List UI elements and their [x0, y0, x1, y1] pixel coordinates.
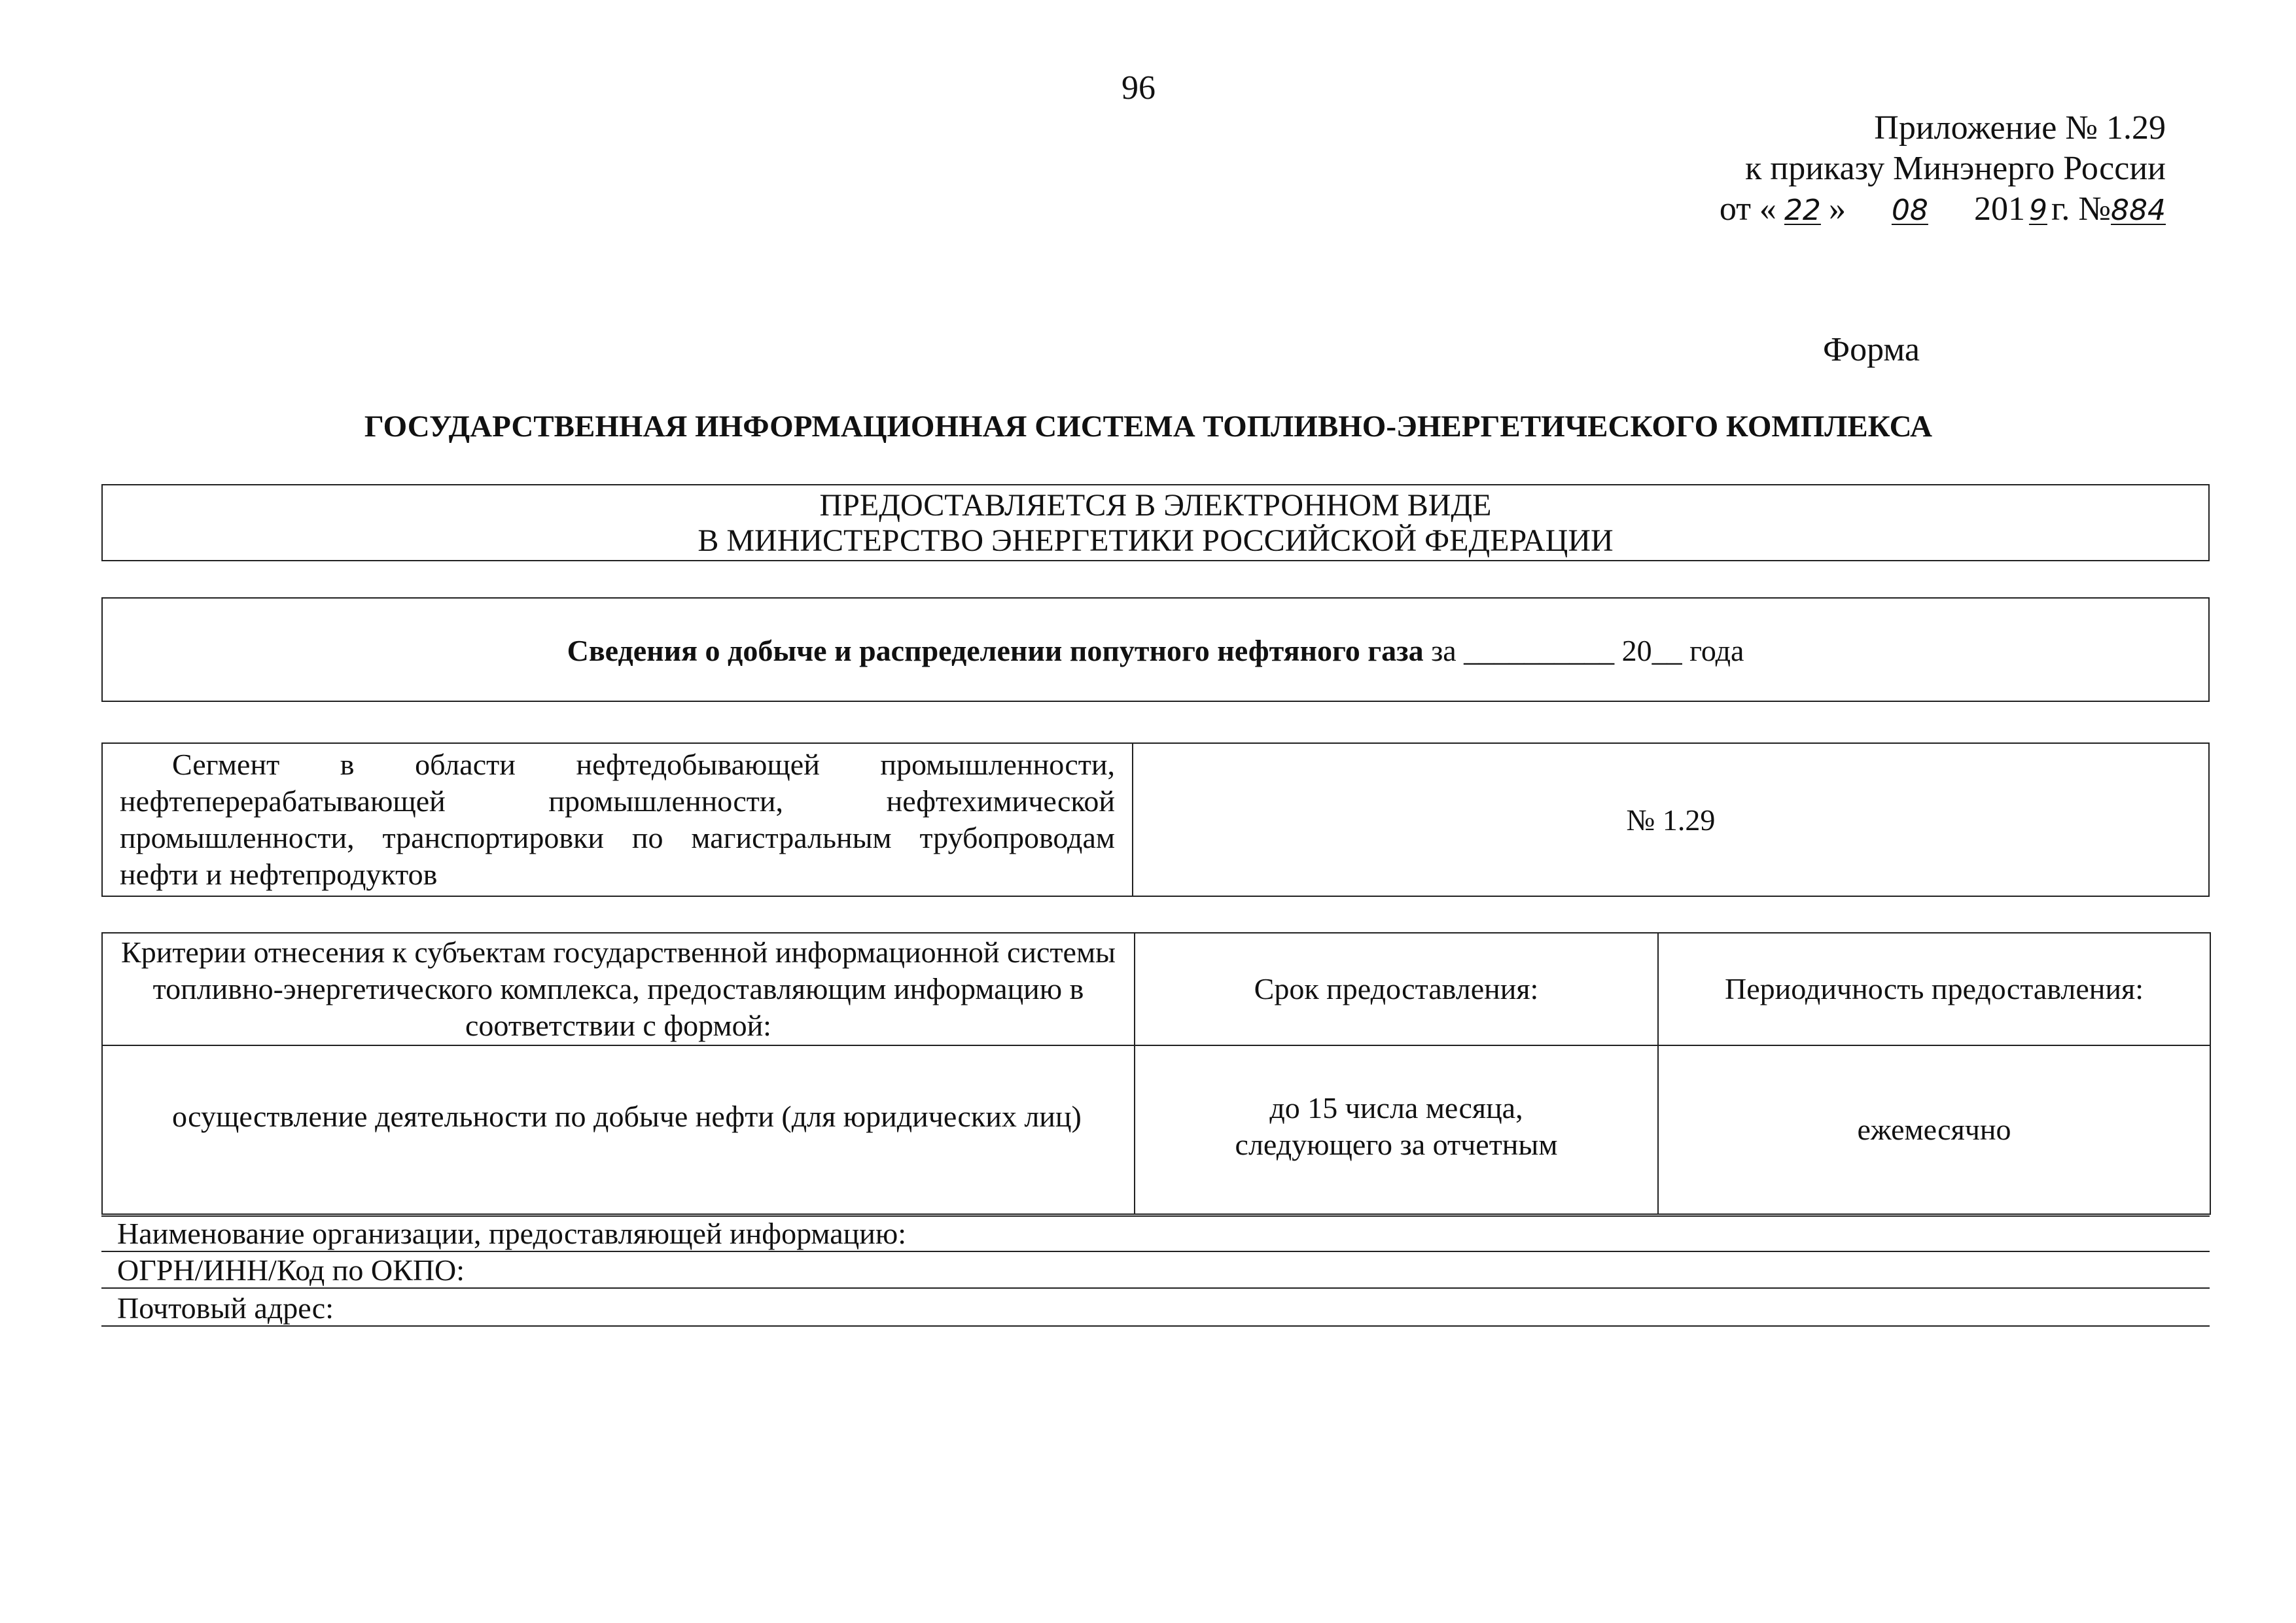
- report-title-box: [101, 597, 2210, 702]
- appendix-order: к приказу Минэнерго России: [1745, 150, 2166, 187]
- appendix-reference: [1439, 108, 2166, 231]
- date-month-handwritten: 08: [1891, 194, 1928, 227]
- order-number-handwritten: 884: [2111, 194, 2166, 227]
- page-number: 96: [1122, 69, 1156, 107]
- form-label: Форма: [1823, 331, 1920, 368]
- header-deadline: Срок предоставления:: [1135, 933, 1658, 1045]
- deadline-value: [1135, 1045, 1658, 1214]
- number-prefix: г. №: [2051, 190, 2111, 228]
- header-frequency: Периодичность предоставления:: [1658, 933, 2210, 1045]
- date-separator: »: [1828, 190, 1846, 228]
- frequency-value: ежемесячно: [1658, 1045, 2210, 1214]
- year-digit-handwritten: 9: [2028, 194, 2047, 227]
- org-name-field[interactable]: [101, 1215, 2210, 1252]
- appendix-date-line: [1439, 189, 2166, 231]
- criteria-value: осуществление деятельности по добыче нефти (для юридических лиц): [102, 1045, 1135, 1214]
- criteria-table: [101, 932, 2211, 1215]
- deadline-line-1: до 15 числа месяца,: [1269, 1091, 1523, 1125]
- year-prefix: 201: [1973, 190, 2025, 228]
- appendix-number: Приложение № 1.29: [1874, 109, 2166, 147]
- org-id-field[interactable]: [101, 1253, 2210, 1289]
- segment-table: [101, 742, 2210, 897]
- org-id-label: ОГРН/ИНН/Код по ОКПО:: [117, 1253, 465, 1287]
- submission-line-1: ПРЕДОСТАВЛЯЕТСЯ В ЭЛЕКТРОННОМ ВИДЕ: [819, 488, 1492, 523]
- header-criteria: Критерии отнесения к субъектам государственной информационной системы топливно-энергетического комплекса, предоставляющим информацию в соответствии с формой:: [102, 933, 1135, 1045]
- system-title: ГОСУДАРСТВЕННАЯ ИНФОРМАЦИОННАЯ СИСТЕМА ТОПЛИВНО-ЭНЕРГЕТИЧЕСКОГО КОМПЛЕКСА: [364, 410, 1933, 444]
- segment-form-number: № 1.29: [1133, 743, 2209, 896]
- date-prefix: от «: [1719, 190, 1776, 228]
- date-day-handwritten: 22: [1784, 194, 1821, 227]
- org-address-label: Почтовый адрес:: [117, 1291, 334, 1325]
- org-address-field[interactable]: [101, 1291, 2210, 1327]
- submission-box: [101, 484, 2210, 561]
- segment-description: Сегмент в области нефтедобывающей промышленности, нефтеперерабатывающей промышленности, нефтехимической промышленности, транспортировки по магистральным трубопроводам нефти и нефтепродуктов: [102, 743, 1133, 896]
- org-name-label: Наименование организации, предоставляющей информацию:: [117, 1217, 906, 1250]
- report-title: Сведения о добыче и распределении попутного нефтяного газа: [567, 634, 1424, 667]
- deadline-line-2: следующего за отчетным: [1235, 1128, 1558, 1161]
- submission-line-2: В МИНИСТЕРСТВО ЭНЕРГЕТИКИ РОССИЙСКОЙ ФЕДЕРАЦИИ: [698, 523, 1614, 558]
- report-period: за __________ 20__ года: [1423, 634, 1744, 667]
